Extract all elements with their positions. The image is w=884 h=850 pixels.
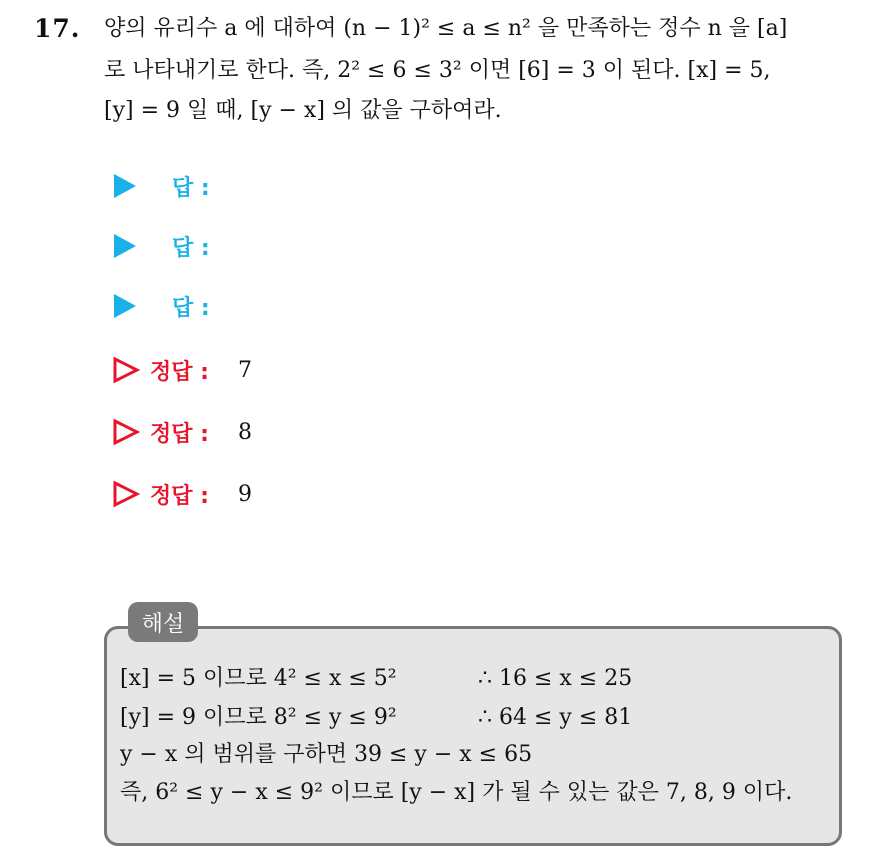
play-triangle-icon	[114, 294, 136, 318]
answer-row[interactable]	[112, 288, 210, 324]
correct-answer-value: 8	[238, 419, 252, 445]
explanation-line-4: 즉, 6² ≤ y − x ≤ 9² 이므로 [y − x] 가 될 수 있는 값은 7, 8, 9 이다.	[120, 780, 793, 805]
correct-answer-value: 9	[238, 481, 252, 507]
explanation-tag: 해설	[128, 602, 198, 642]
correct-answer-label: 정답 :	[150, 421, 209, 447]
play-triangle-icon	[114, 174, 136, 198]
play-triangle-icon	[114, 234, 136, 258]
correct-answer-row	[112, 352, 252, 388]
outline-triangle-icon	[112, 480, 140, 508]
correct-answer-label: 정답 :	[150, 483, 209, 509]
answer-row[interactable]	[112, 168, 210, 204]
outline-triangle-icon	[112, 356, 140, 384]
explanation-line-1-left: [x] = 5 이므로 4² ≤ x ≤ 5²	[120, 666, 397, 691]
explanation-line-3: y − x 의 범위를 구하면 39 ≤ y − x ≤ 65	[120, 742, 533, 767]
question-text-line-1: 양의 유리수 a 에 대하여 (n − 1)² ≤ a ≤ n² 을 만족하는 정수 n 을 [a]	[104, 16, 788, 41]
correct-answer-label: 정답 :	[150, 359, 209, 385]
explanation-box	[104, 626, 842, 846]
answer-label: 답 :	[172, 175, 210, 201]
answer-label: 답 :	[172, 235, 210, 261]
explanation-line-1-right: ∴ 16 ≤ x ≤ 25	[478, 666, 633, 691]
question-number: 17.	[34, 14, 81, 43]
outline-triangle-icon	[112, 418, 140, 446]
answer-label: 답 :	[172, 295, 210, 321]
question-text-line-2: 로 나타내기로 한다. 즉, 2² ≤ 6 ≤ 3² 이면 [6] = 3 이 된다. [x] = 5,	[104, 58, 771, 83]
correct-answer-value: 7	[238, 357, 252, 383]
explanation-line-2-left: [y] = 9 이므로 8² ≤ y ≤ 9²	[120, 705, 397, 730]
explanation-line-2-right: ∴ 64 ≤ y ≤ 81	[478, 705, 633, 730]
question-text-line-3: [y] = 9 일 때, [y − x] 의 값을 구하여라.	[104, 98, 502, 123]
correct-answer-row	[112, 414, 252, 450]
answer-row[interactable]	[112, 228, 210, 264]
correct-answer-row	[112, 476, 252, 512]
